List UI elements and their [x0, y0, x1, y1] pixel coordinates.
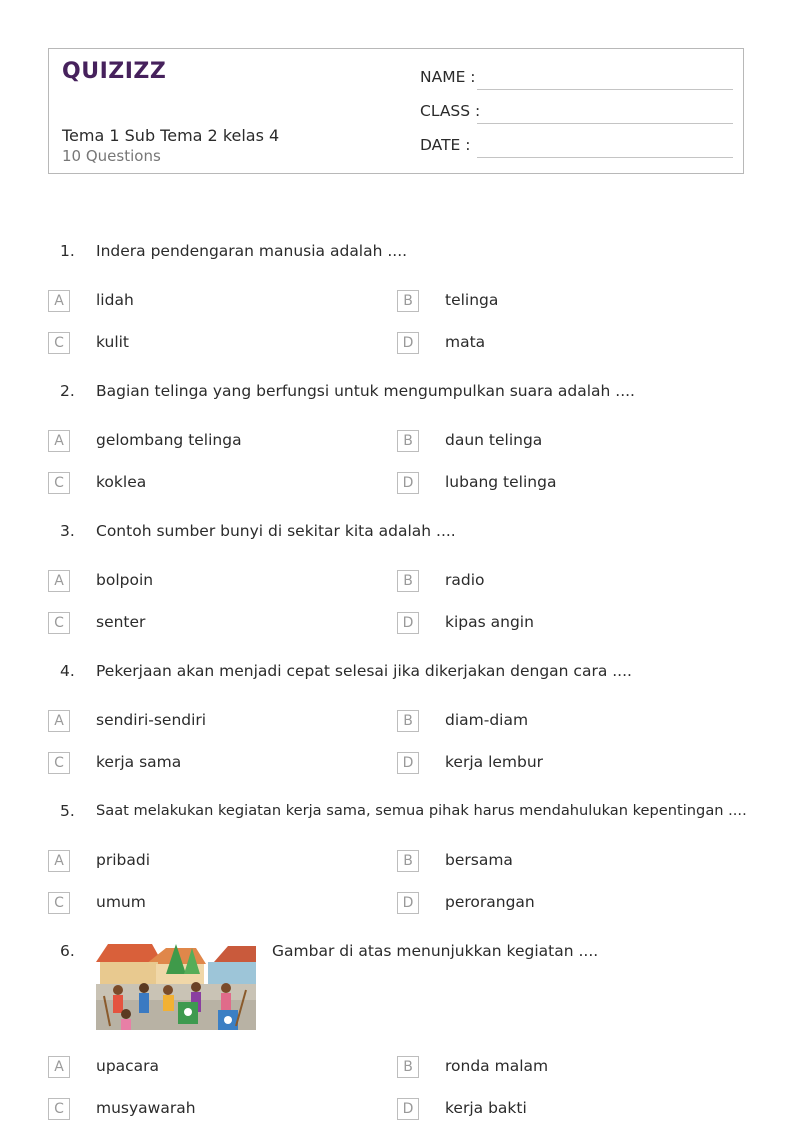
question-text: Indera pendengaran manusia adalah ....: [96, 242, 408, 260]
option-c-text: umum: [96, 893, 146, 911]
option-b-text: ronda malam: [445, 1057, 549, 1075]
option-a-box[interactable]: A: [48, 570, 70, 592]
question-number: 3.: [60, 522, 75, 540]
option-a-box[interactable]: A: [48, 850, 70, 872]
option-b-box[interactable]: B: [397, 290, 419, 312]
worksheet-header: [48, 48, 744, 174]
option-b-text: diam-diam: [445, 711, 529, 729]
option-d-text: mata: [445, 333, 486, 351]
date-line[interactable]: [477, 157, 733, 158]
question-number: 5.: [60, 802, 75, 820]
option-b-box[interactable]: B: [397, 710, 419, 732]
option-a-box[interactable]: A: [48, 710, 70, 732]
question-number: 4.: [60, 662, 75, 680]
question-number: 2.: [60, 382, 75, 400]
option-c-box[interactable]: C: [48, 612, 70, 634]
class-line[interactable]: [477, 123, 733, 124]
option-a-text: pribadi: [96, 851, 151, 869]
option-d-box[interactable]: D: [397, 472, 419, 494]
question-text: Gambar di atas menunjukkan kegiatan ....: [272, 942, 599, 960]
option-c-box[interactable]: C: [48, 472, 70, 494]
option-b-box[interactable]: B: [397, 570, 419, 592]
option-c-box[interactable]: C: [48, 1098, 70, 1120]
option-d-text: kipas angin: [445, 613, 534, 631]
date-label: DATE :: [420, 136, 471, 154]
question-text: Contoh sumber bunyi di sekitar kita adalah ....: [96, 522, 456, 540]
option-b-text: bersama: [445, 851, 513, 869]
option-c-text: kerja sama: [96, 753, 182, 771]
option-d-text: lubang telinga: [445, 473, 557, 491]
option-d-text: kerja lembur: [445, 753, 544, 771]
option-c-box[interactable]: C: [48, 332, 70, 354]
option-a-text: sendiri-sendiri: [96, 711, 207, 729]
option-d-text: perorangan: [445, 893, 535, 911]
quizizz-logo: QUIZIZZ: [62, 59, 167, 84]
option-d-box[interactable]: D: [397, 752, 419, 774]
option-a-text: bolpoin: [96, 571, 154, 589]
option-c-text: senter: [96, 613, 146, 631]
question-text: Pekerjaan akan menjadi cepat selesai jika dikerjakan dengan cara ....: [96, 662, 632, 680]
option-d-box[interactable]: D: [397, 892, 419, 914]
option-a-box[interactable]: A: [48, 1056, 70, 1078]
question-number: 6.: [60, 942, 75, 960]
option-c-text: koklea: [96, 473, 147, 491]
question-illustration: [96, 940, 256, 1030]
option-a-text: lidah: [96, 291, 134, 309]
option-a-text: gelombang telinga: [96, 431, 242, 449]
option-c-text: kulit: [96, 333, 130, 351]
worksheet-title: Tema 1 Sub Tema 2 kelas 4: [62, 126, 280, 145]
question-number: 1.: [60, 242, 75, 260]
option-c-box[interactable]: C: [48, 892, 70, 914]
option-b-text: telinga: [445, 291, 499, 309]
question-text: Bagian telinga yang berfungsi untuk mengumpulkan suara adalah ....: [96, 382, 635, 400]
option-d-box[interactable]: D: [397, 612, 419, 634]
option-b-box[interactable]: B: [397, 850, 419, 872]
option-b-box[interactable]: B: [397, 1056, 419, 1078]
name-line[interactable]: [477, 89, 733, 90]
question-count: 10 Questions: [62, 147, 161, 165]
option-d-box[interactable]: D: [397, 332, 419, 354]
option-a-text: upacara: [96, 1057, 160, 1075]
option-c-box[interactable]: C: [48, 752, 70, 774]
option-d-text: kerja bakti: [445, 1099, 527, 1117]
name-label: NAME :: [420, 68, 476, 86]
option-d-box[interactable]: D: [397, 1098, 419, 1120]
option-c-text: musyawarah: [96, 1099, 196, 1117]
option-b-text: daun telinga: [445, 431, 543, 449]
option-a-box[interactable]: A: [48, 430, 70, 452]
option-b-text: radio: [445, 571, 485, 589]
class-label: CLASS :: [420, 102, 481, 120]
question-text: Saat melakukan kegiatan kerja sama, semua pihak harus mendahulukan kepentingan ....: [96, 802, 747, 819]
option-b-box[interactable]: B: [397, 430, 419, 452]
option-a-box[interactable]: A: [48, 290, 70, 312]
